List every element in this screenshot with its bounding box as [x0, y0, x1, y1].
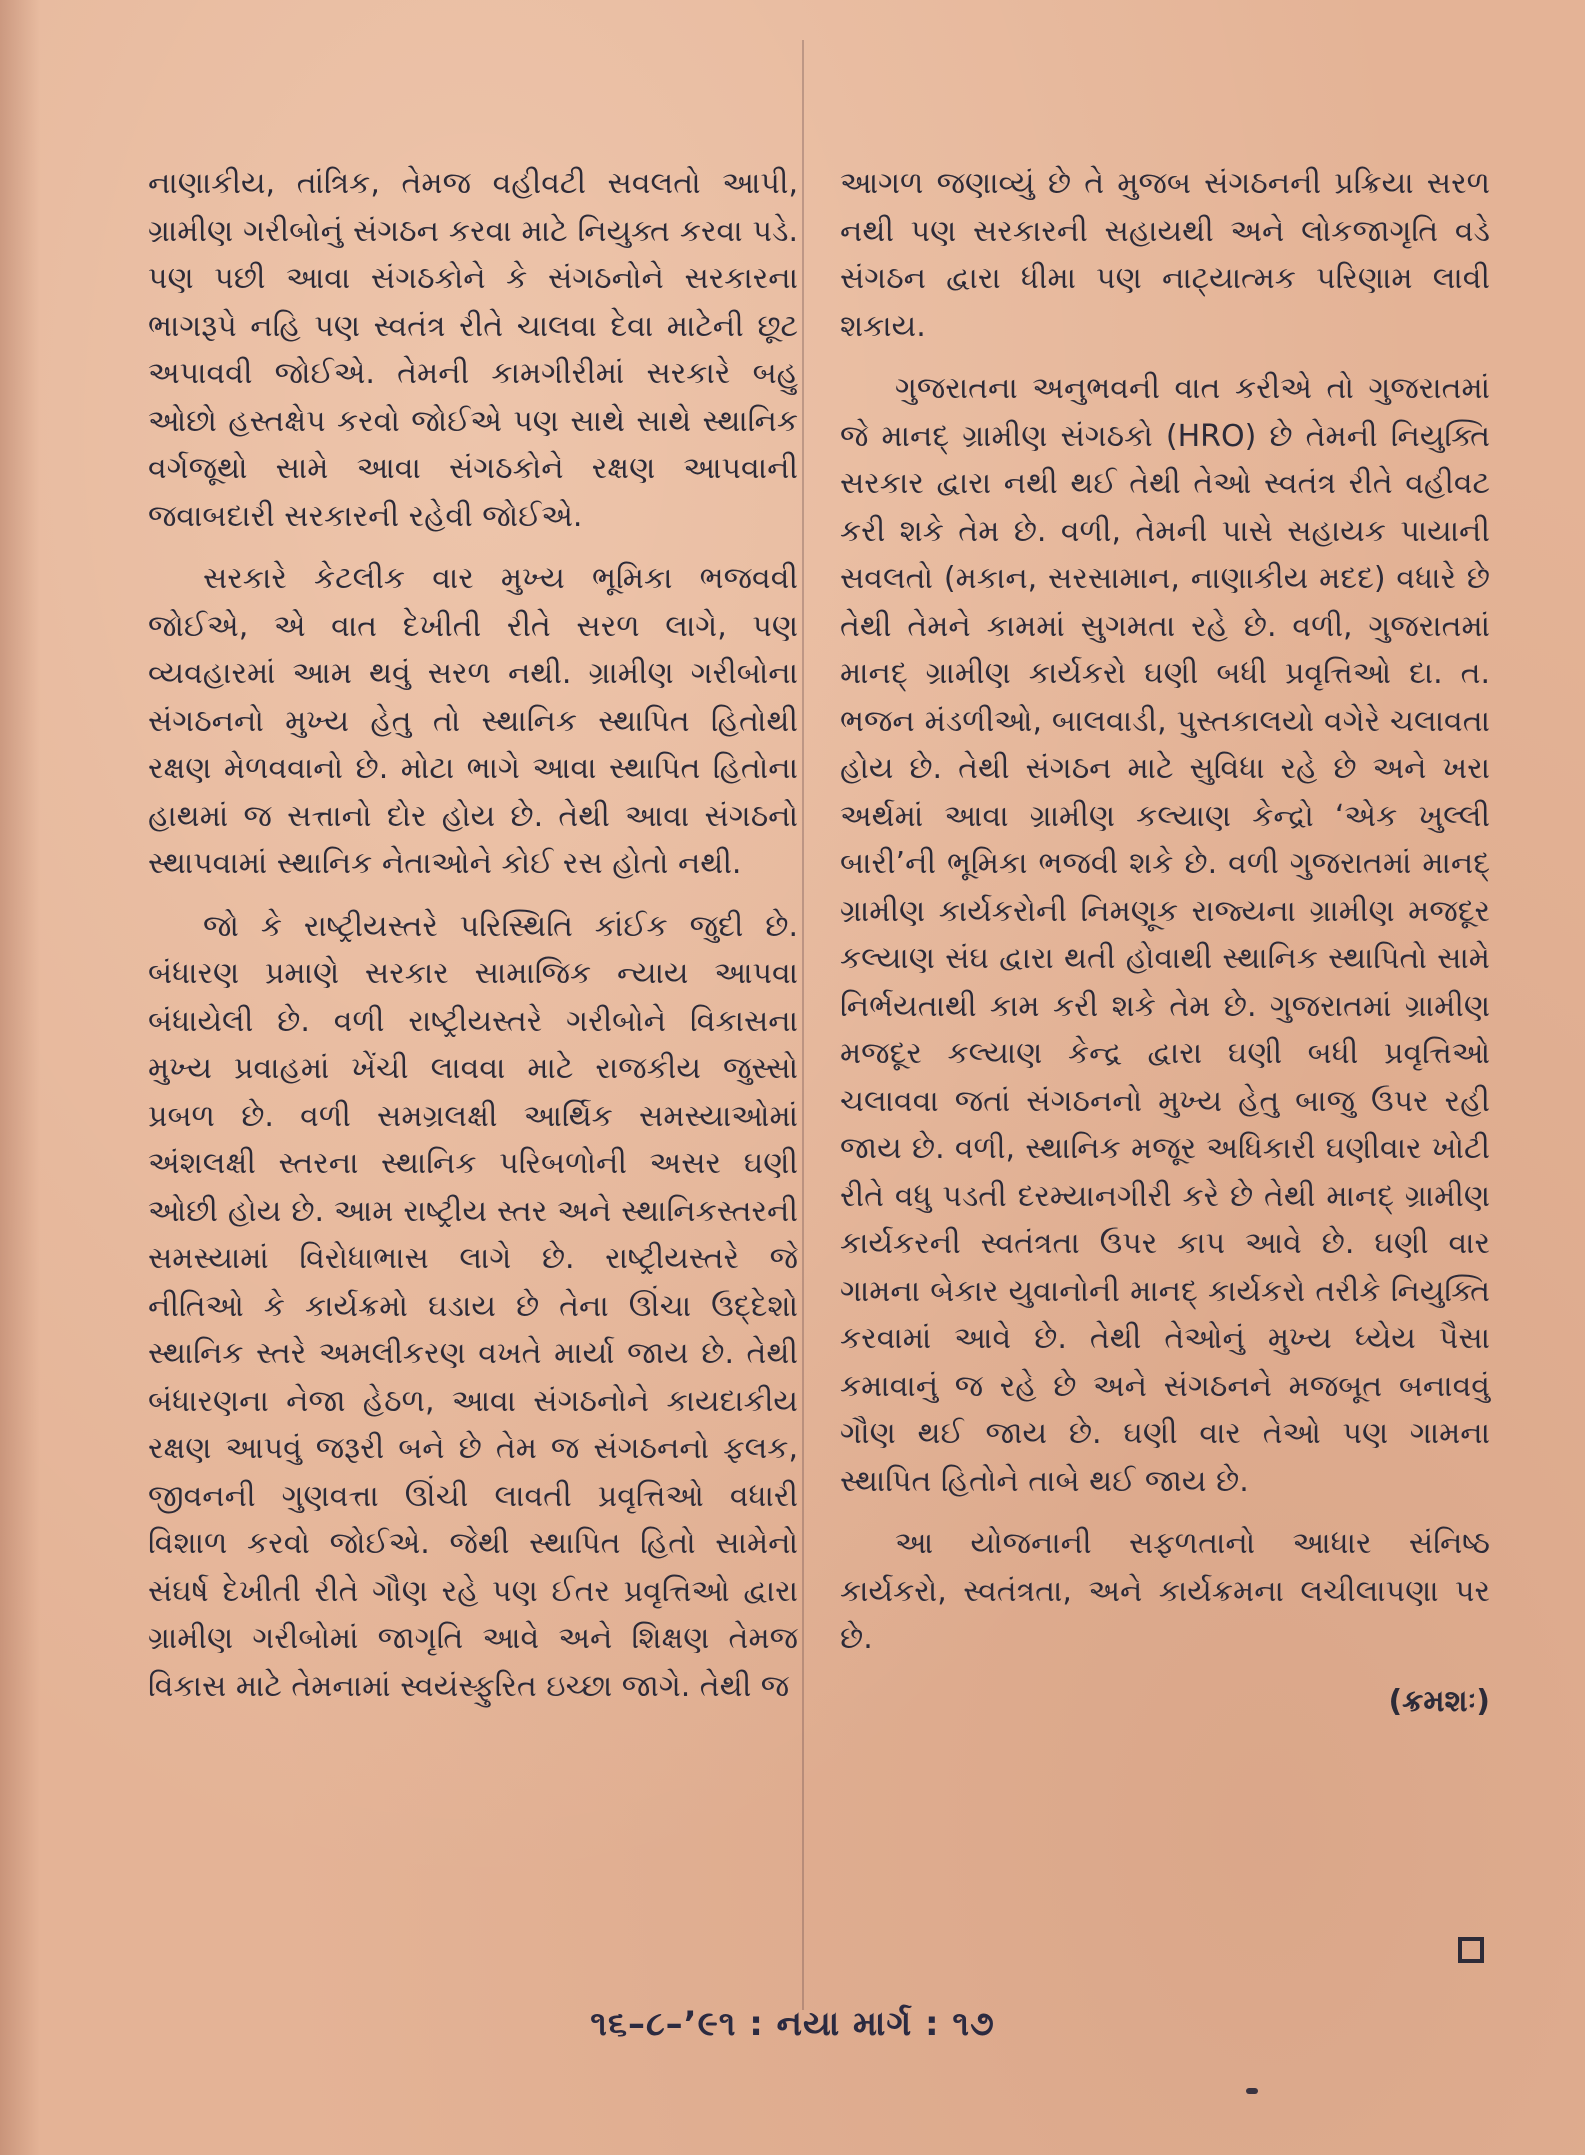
left-paragraph-1: નાણાકીય, તાંત્રિક, તેમજ વહીવટી સવલતો આપી, ગ્રામીણ ગરીબોનું સંગઠન કરવા માટે નિયુક્ત કરવા પડે. પણ પછી આવા સંગઠકોને કે સંગઠનોને સરકારના ભાગરૂપે નહિ પણ સ્વતંત્ર રીતે ચાલવા દેવા માટેની છૂટ અપાવવી જોઈએ. તેમની કામગીરીમાં સરકારે બહુ ઓછો હસ્તક્ષેપ કરવો જોઈએ પણ સાથે સાથે સ્થાનિક વર્ગજૂથો સામે આવા સંગઠકોને રક્ષણ આપવાની જવાબદારી સરકારની રહેવી જોઈએ. [148, 166, 798, 534]
column-divider [802, 40, 804, 2010]
right-column [840, 160, 1490, 1740]
right-paragraph-3: આ યોજનાની સફળતાનો આધાર સંનિષ્ઠ કાર્યકરો, સ્વતંત્રતા, અને કાર્યક્રમના લચીલાપણા પર છે. [840, 1526, 1490, 1656]
left-column [148, 160, 798, 1725]
ink-speck [1246, 2088, 1258, 2094]
continued-marker: (ક્રમશઃ) [1388, 1683, 1490, 1719]
left-paragraph-2: સરકારે કેટલીક વાર મુખ્ય ભૂમિકા ભજવવી જોઈએ, એ વાત દેખીતી રીતે સરળ લાગે, પણ વ્યવહારમાં આમ થવું સરળ નથી. ગ્રામીણ ગરીબોના સંગઠનનો મુખ્ય હેતુ તો સ્થાનિક સ્થાપિત હિતોથી રક્ષણ મેળવવાનો છે. મોટા ભાગે આવા સ્થાપિત હિતોના હાથમાં જ સત્તાનો દોર હોય છે. તેથી આવા સંગઠનો સ્થાપવામાં સ્થાનિક નેતાઓને કોઈ રસ હોતો નથી. [148, 561, 798, 881]
right-paragraph-1: આગળ જણાવ્યું છે તે મુજબ સંગઠનની પ્રક્રિયા સરળ નથી પણ સરકારની સહાયથી અને લોકજાગૃતિ વડે સંગઠન દ્વારા ધીમા પણ નાટ્યાત્મક પરિણામ લાવી શકાય. [840, 166, 1490, 344]
right-paragraph-2: ગુજરાતના અનુભવની વાત કરીએ તો ગુજરાતમાં જે માનદ્ ગ્રામીણ સંગઠકો (HRO) છે તેમની નિયુક્તિ સરકાર દ્વારા નથી થઈ તેથી તેઓ સ્વતંત્ર રીતે વહીવટ કરી શકે તેમ છે. વળી, તેમની પાસે સહાયક પાયાની સવલતો (મકાન, સરસામાન, નાણાકીય મદદ) વધારે છે તેથી તેમને કામમાં સુગમતા રહે છે. વળી, ગુજરાતમાં માનદ્ ગ્રામીણ કાર્યકરો ઘણી બધી પ્રવૃત્તિઓ દા. ત. ભજન મંડળીઓ, બાલવાડી, પુસ્તકાલયો વગેરે ચલાવતા હોય છે. તેથી સંગઠન માટે સુવિધા રહે છે અને ખરા અર્થમાં આવા ગ્રામીણ કલ્યાણ કેન્દ્રો ‘એક ખુલ્લી બારી’ની ભૂમિકા ભજવી શકે છે. વળી ગુજરાતમાં માનદ્ ગ્રામીણ કાર્યકરોની નિમણૂક રાજ્યના ગ્રામીણ મજદૂર કલ્યાણ સંઘ દ્વારા થતી હોવાથી સ્થાનિક સ્થાપિતો સામે નિર્ભયતાથી કામ કરી શકે તેમ છે. ગુજરાતમાં ગ્રામીણ મજદૂર કલ્યાણ કેન્દ્ર દ્વારા ઘણી બધી પ્રવૃત્તિઓ ચલાવવા જતાં સંગઠનનો મુખ્ય હેતુ બાજુ ઉપર રહી જાય છે. વળી, સ્થાનિક મજૂર અધિકારી ઘણીવાર ખોટી રીતે વધુ પડતી દરમ્યાનગીરી કરે છે તેથી માનદ્ ગ્રામીણ કાર્યકરની સ્વતંત્રતા ઉપર કાપ આવે છે. ઘણી વાર ગામના બેકાર યુવાનોની માનદ્ કાર્યકરો તરીકે નિયુક્તિ કરવામાં આવે છે. તેથી તેઓનું મુખ્ય ધ્યેય પૈસા કમાવાનું જ રહે છે અને સંગઠનને મજબૂત બનાવવું ગૌણ થઈ જાય છે. ઘણી વાર તેઓ પણ ગામના સ્થાપિત હિતોને તાબે થઈ જાય છે. [840, 371, 1490, 1499]
end-of-article-box-icon [1458, 1937, 1484, 1963]
page-footer: ૧૬–૮–’૯૧ : નયા માર્ગ : ૧૭ [590, 2004, 995, 2044]
left-paragraph-3: જો કે રાષ્ટ્રીયસ્તરે પરિસ્થિતિ કાંઈક જુદી છે. બંધારણ પ્રમાણે સરકાર સામાજિક ન્યાય આપવા બંધાયેલી છે. વળી રાષ્ટ્રીયસ્તરે ગરીબોને વિકાસના મુખ્ય પ્રવાહમાં ખેંચી લાવવા માટે રાજકીય જુસ્સો પ્રબળ છે. વળી સમગ્રલક્ષી આર્થિક સમસ્યાઓમાં અંશલક્ષી સ્તરના સ્થાનિક પરિબળોની અસર ઘણી ઓછી હોય છે. આમ રાષ્ટ્રીય સ્તર અને સ્થાનિકસ્તરની સમસ્યામાં વિરોધાભાસ લાગે છે. રાષ્ટ્રીયસ્તરે જે નીતિઓ કે કાર્યક્રમો ઘડાય છે તેના ઊંચા ઉદ્દેશો સ્થાનિક સ્તરે અમલીકરણ વખતે માર્યા જાય છે. તેથી બંધારણના નેજા હેઠળ, આવા સંગઠનોને કાયદાકીય રક્ષણ આપવું જરૂરી બને છે તેમ જ સંગઠનનો ફલક, જીવનની ગુણવત્તા ઊંચી લાવતી પ્રવૃત્તિઓ વધારી વિશાળ કરવો જોઈએ. જેથી સ્થાપિત હિતો સામેનો સંઘર્ષ દેખીતી રીતે ગૌણ રહે પણ ઈતર પ્રવૃત્તિઓ દ્વારા ગ્રામીણ ગરીબોમાં જાગૃતિ આવે અને શિક્ષણ તેમજ વિકાસ માટે તેમનામાં સ્વયંસ્ફુરિત ઇચ્છા જાગે. તેથી જ [148, 908, 798, 1704]
